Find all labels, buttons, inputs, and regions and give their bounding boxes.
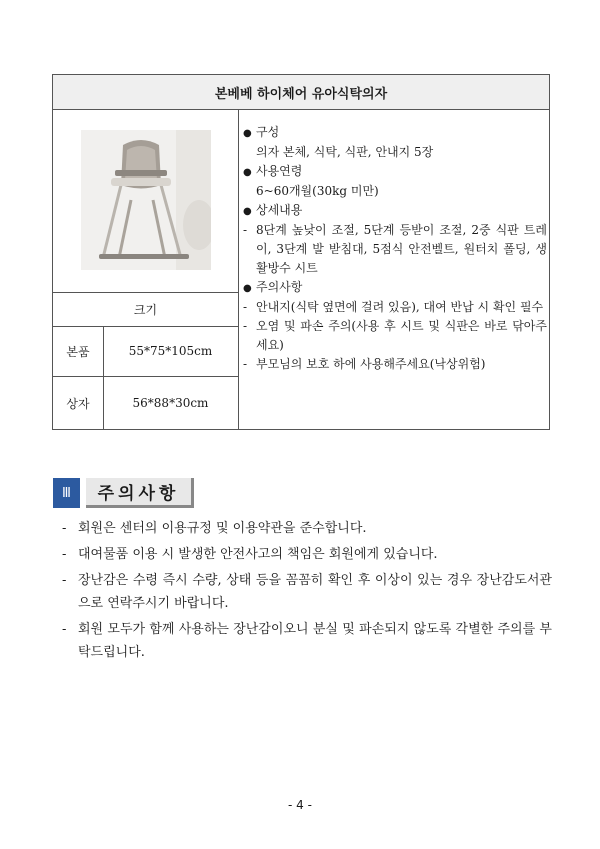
notice-section-title (53, 478, 194, 508)
product-title: 본베베 하이체어 유아식탁의자 (53, 75, 549, 110)
caution-item: - 안내지(식탁 옆면에 걸려 있음), 대여 반납 시 확인 필수 (243, 300, 544, 314)
caution-item: - 부모님의 보호 하에 사용해주세요(낙상위험) (243, 357, 486, 371)
bullet-icon: ● (243, 167, 252, 178)
size-value: 55*75*105cm (128, 344, 213, 358)
size-label: 상자 (53, 377, 104, 429)
product-left-column (53, 110, 239, 429)
detail-heading: ● 상세내용 (243, 201, 547, 221)
detail-text: - 8단계 높낮이 조절, 5단계 등받이 조절, 2중 식판 트레이, 3단계 발 받침대, 5점식 안전벨트, 원터치 폴딩, 생활방수 시트 (243, 223, 547, 275)
notice-list (62, 517, 552, 667)
size-row-product (53, 326, 238, 377)
bullet-icon: ● (243, 283, 252, 294)
caution-item: - 오염 및 파손 주의(사용 후 시트 및 식판은 바로 닦아주세요) (243, 319, 547, 352)
composition-heading: ● 구성 (243, 123, 547, 143)
list-item: - 대여물품 이용 시 발생한 안전사고의 책임은 회원에게 있습니다. (62, 547, 438, 562)
product-photo-cell (53, 110, 238, 293)
list-item: - 장난감은 수령 즉시 수량, 상태 등을 꼼꼼히 확인 후 이상이 있는 경우 장난감도서관으로 연락주시기 바랍니다. (62, 573, 552, 611)
page-number: - 4 - (288, 798, 312, 812)
age-heading: ● 사용연령 (243, 162, 547, 182)
caution-heading: ● 주의사항 (243, 278, 547, 298)
section-number: Ⅲ (53, 478, 80, 508)
product-details (243, 123, 547, 374)
bullet-icon: ● (243, 128, 252, 139)
section-label: 주의사항 (86, 478, 194, 508)
bullet-icon: ● (243, 206, 252, 217)
list-item: - 회원은 센터의 이용규정 및 이용약관을 준수합니다. (62, 521, 367, 536)
product-table (52, 74, 550, 430)
size-row-box (53, 377, 238, 429)
list-item: - 회원 모두가 함께 사용하는 장난감이오니 분실 및 파손되지 않도록 각별한 주의를 부탁드립니다. (62, 622, 552, 660)
high-chair-photo (81, 130, 211, 270)
age-text: 6~60개월(30kg 미만) (256, 184, 379, 198)
composition-text: 의자 본체, 식탁, 식판, 안내지 5장 (256, 145, 434, 159)
size-label: 본품 (53, 326, 104, 376)
size-header: 크기 (53, 292, 238, 327)
size-value: 56*88*30cm (132, 396, 209, 410)
